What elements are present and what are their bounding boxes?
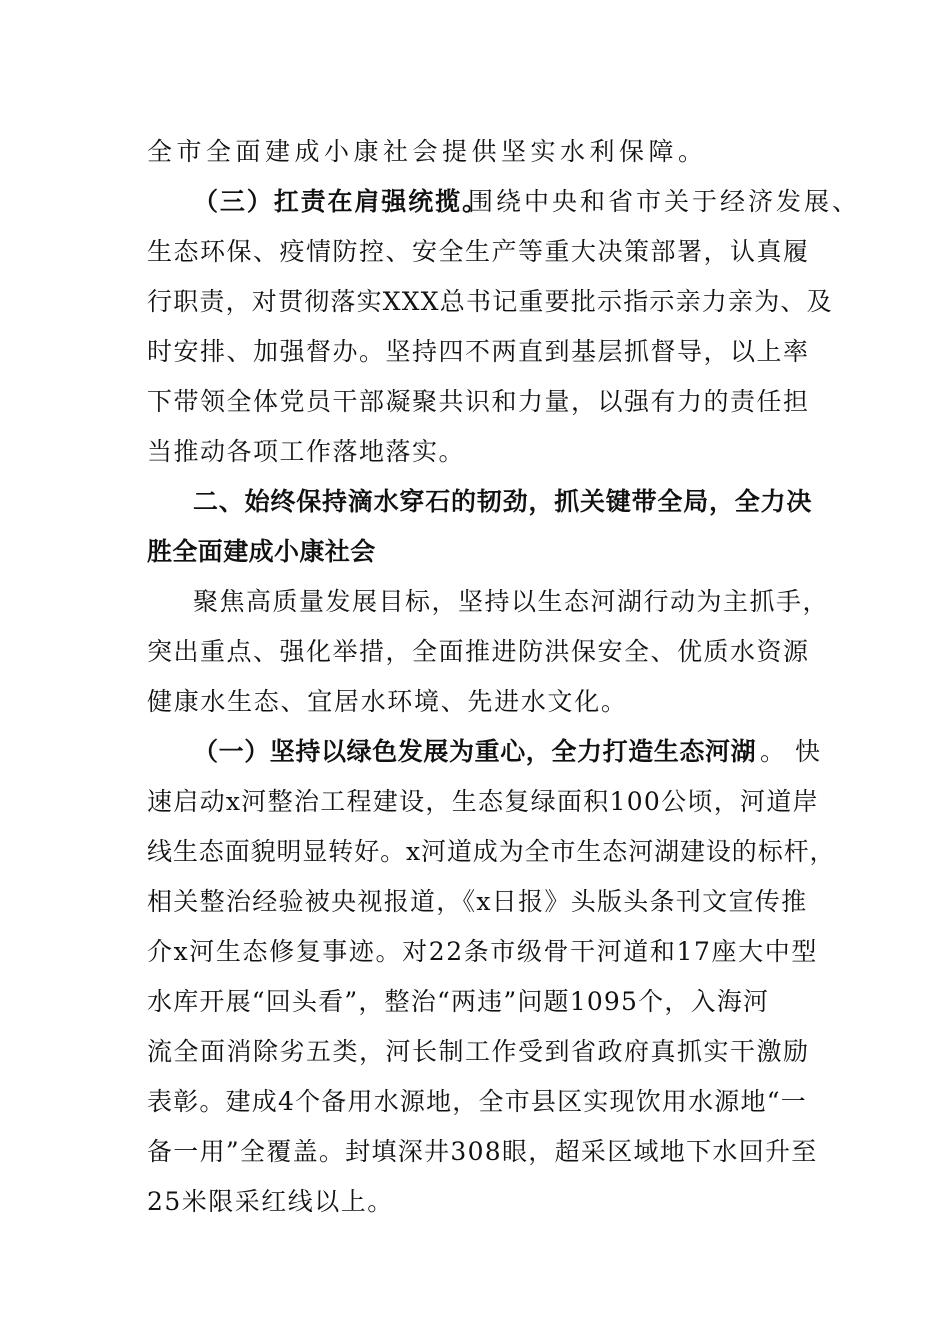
text-run: 突出重点、强化举措，全面推进防洪保安全、优质水资源 bbox=[147, 637, 810, 666]
text-run: 当推动各项工作落地落实。 bbox=[147, 437, 466, 466]
text-run: 备一用”全覆盖。封填深井308眼，超采区域地下水回升至 bbox=[147, 1137, 818, 1166]
text-line bbox=[0, 132, 950, 172]
chapter-heading: 胜全面建成小康社会 bbox=[147, 537, 376, 566]
text-run: 下带领全体党员干部凝聚共识和力量，以强有力的责任担 bbox=[147, 387, 810, 416]
section-heading: （一）坚持以绿色发展为重心，全力打造生态河湖 bbox=[193, 737, 757, 766]
text-run: 全市全面建成小康社会提供坚实水利保障。 bbox=[147, 137, 708, 166]
text-line bbox=[0, 582, 950, 622]
text-line bbox=[0, 182, 950, 222]
text-line bbox=[0, 532, 950, 572]
text-line bbox=[0, 682, 950, 722]
text-run: 流全面消除劣五类，河长制工作受到省政府真抓实干激励 bbox=[147, 1037, 810, 1066]
text-run: 时安排、加强督办。坚持四不两直到基层抓督导，以上率 bbox=[147, 337, 810, 366]
text-run: 相关整治经验被央视报道，《x日报》头版头条刊文宣传推 bbox=[147, 887, 808, 916]
text-run: 速启动x河整治工程建设，生态复绿面积100公顷，河道岸 bbox=[147, 787, 819, 816]
text-line bbox=[0, 982, 950, 1022]
text-line bbox=[0, 1182, 950, 1222]
chapter-heading: 二、始终保持滴水穿石的韧劲，抓关键带全局，全力决 bbox=[193, 487, 813, 516]
text-run: 表彰。建成4个备用水源地，全市县区实现饮用水源地“一 bbox=[147, 1087, 807, 1116]
text-line bbox=[0, 1132, 950, 1172]
text-line bbox=[0, 732, 950, 772]
text-line bbox=[0, 282, 950, 322]
text-run: 行职责，对贯彻落实XXX总书记重要批示指示亲力亲为、及 bbox=[147, 287, 833, 316]
text-line bbox=[0, 382, 950, 422]
text-run: 围绕中央和省市关于经济发展、 bbox=[468, 187, 861, 216]
text-line bbox=[0, 782, 950, 822]
text-run: 介x河生态修复事迹。对22条市级骨干河道和17座大中型 bbox=[147, 937, 818, 966]
text-run: 25米限采红线以上。 bbox=[147, 1187, 394, 1216]
text-line bbox=[0, 432, 950, 472]
text-run: 线生态面貌明显转好。x河道成为全市生态河湖建设的标杆， bbox=[147, 837, 836, 866]
text-line bbox=[0, 232, 950, 272]
text-run: 水库开展“回头看”，整治“两违”问题1095个，入海河 bbox=[147, 987, 770, 1016]
text-run: 聚焦高质量发展目标，坚持以生态河湖行动为主抓手， bbox=[193, 587, 830, 616]
text-line bbox=[0, 1082, 950, 1122]
text-line bbox=[0, 882, 950, 922]
text-run: 健康水生态、宜居水环境、先进水文化。 bbox=[147, 687, 628, 716]
text-run: 。快 bbox=[760, 737, 831, 766]
text-line bbox=[0, 932, 950, 972]
text-line bbox=[0, 482, 950, 522]
text-line bbox=[0, 332, 950, 372]
text-line bbox=[0, 832, 950, 872]
text-line bbox=[0, 1032, 950, 1072]
text-run: 生态环保、疫情防控、安全生产等重大决策部署，认真履 bbox=[147, 237, 810, 266]
text-line bbox=[0, 632, 950, 672]
section-heading: （三）扛责在肩强统揽。 bbox=[193, 187, 489, 216]
